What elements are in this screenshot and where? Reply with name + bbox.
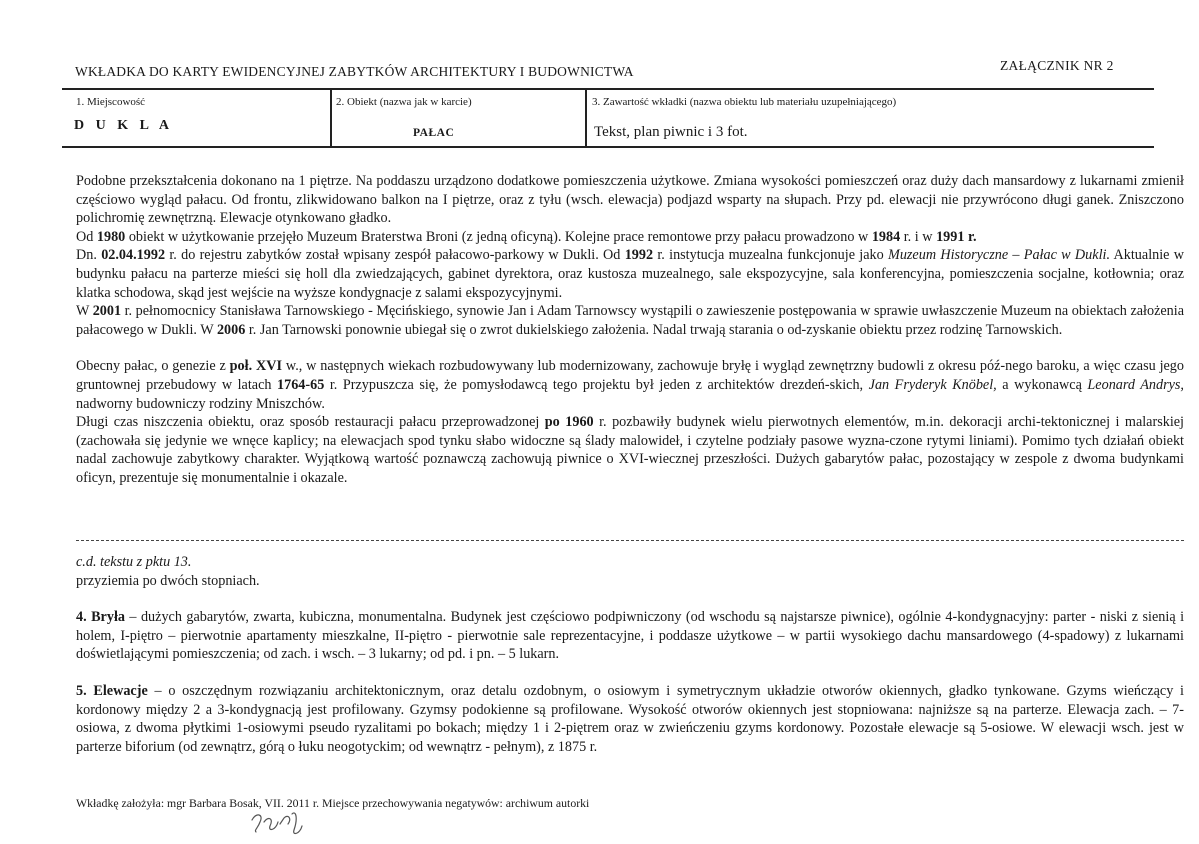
paragraph-bryla: 4. Bryła – dużych gabarytów, zwarta, kubiczna, monumentalna. Budynek jest częściowo podpiwniczony (od wschodu są najstarsze piwnice), ogólnie 4-kondygnacyjny: parter - niski z sienią i holem, I-piętro – pierwotnie apartamenty mieszkalne, II-piętro - pierwotnie sale reprezentacyjne, i poddasze użytkowe – w partii wysokiego dachu mansardowego (4-spadowy) z lukarnami doświetlającymi pomieszczenia; od zach. i wsch. – 3 lukarny; od pd. i pn. – 5 lukarn.: [76, 609, 1185, 663]
paragraph: Podobne przekształcenia dokonano na 1 piętrze. Na poddaszu urządzono dodatkowe pomieszczenia użytkowe. Zmiana wysokości pomieszczeń oraz duży dach mansardowy z lukarnami zmienił częściowo wygląd pałacu. Od frontu, zlikwidowano balkon na I piętrze, oraz z tyłu (wsch. elewacja) podjazd wsparty na słupach. Przy pd. elewacji nie przywrócono długi ganek. Zniszczono polichromię zewnętrzną. Elewacje otynkowano gładko.: [76, 173, 1184, 227]
history-section: [76, 172, 1184, 488]
annex-label: ZAŁĄCZNIK NR 2: [1000, 58, 1114, 73]
column-divider: [585, 90, 587, 146]
object-value: PAŁAC: [413, 127, 455, 139]
handwritten-signature: [248, 808, 308, 838]
locality-value: D U K L A: [74, 118, 174, 133]
paragraph: Obecny pałac, o genezie z poł. XVI w., w następnych wiekach rozbudowywany lub modernizowany, zachowuje bryłę i wygląd zewnętrzny budowli z okresu póź-nego baroku, a więc czasu jego gruntownej przebudowy w latach 1764-65 r. Przypuszcza się, że pomysłodawcą tego projektu był jeden z architektów drezdeń-skich, Jan Fryderyk Knöbel, a wykonawcą Leonard Andrys, nadworny budowniczy rodziny Mniszchów.: [76, 358, 1184, 412]
footer-note: Wkładkę założyła: mgr Barbara Bosak, VII. 2011 r. Miejsce przechowywania negatywów: archiwum autorki: [76, 796, 590, 810]
column-divider: [330, 90, 332, 146]
paragraph-elewacje: 5. Elewacje – o oszczędnym rozwiązaniu architektonicznym, oraz detalu ozdobnym, o osiowym i symetrycznym układzie otworów okiennych, gładko tynkowane. Gzyms wieńczący i kordonowy między 2 a 3-kondygnacją jest profilowany. Gzymsy podokienne są profilowane. Wysokość otworów okiennych jest stopniowana: najniższe są na parterze. Elewacja zach. – 7-osiowa, z dwoma płytkimi 1-osiowymi pseudo ryzalitami po bokach; między 1 i 2-piętrem oraz w zwieńczeniu gzyms kordonowy. Pozostałe elewacje są 5-osiowe. W elewacji wsch. jest w parterze biforium (od zewnątrz, górą o łuku neogotyckim; od wewnątrz - pełnym), z 1875 r.: [76, 682, 1184, 755]
content-value: Tekst, plan piwnic i 3 fot.: [594, 124, 748, 140]
paragraph: Od 1980 obiekt w użytkowanie przejęło Muzeum Braterstwa Broni (z jedną oficyną). Kolejne prace remontowe przy pałacu prowadzono w 1984 r. i w 1991 r.: [76, 228, 977, 245]
paragraph: Dn. 02.04.1992 r. do rejestru zabytków został wpisany zespół pałacowo-parkowy w Dukli. Od 1992 r. instytucja muzealna funkcjonuje jako Muzeum Historyczne – Pałac w Dukli. Aktualnie w budynku pałacu na parterze mieści się holl dla zwiedzających, gabinet dyrektora, oraz kustosza muzealnego, sale ekspozycyjne, sala konferencyjna, pomieszczenia socjalne, kotłownia; oraz klatka schodowa, skąd jest wejście na wyższe kondygnacje z salami ekspozycyjnymi.: [76, 247, 1185, 301]
content-label: 3. Zawartość wkładki (nazwa obiektu lub materiału uzupełniającego): [592, 96, 897, 108]
paragraph: Długi czas niszczenia obiektu, oraz sposób restauracji pałacu przeprowadzonej po 1960 r. pozbawiły budynek wielu pierwotnych elementów, m.in. dekoracji archi-tektonicznej i malarskiej (zachowała się jedynie we wnęce kaplicy; na elewacjach spod tynku słabo widoczne są ślady malowideł, i czytelne podziały pasowe wyzna-czone rytymi liniami). Pomimo tych działań obiekt nadal zachowuje zabytkowy charakter. Wyjątkową wartość poznawczą zachowują piwnice o XVI-wiecznej przeszłości. Dużych gabarytów pałac, pozostający w zespole z dwoma budynkami oficyn, prezentuje się monumentalnie i okazale.: [76, 414, 1185, 486]
paragraph: W 2001 r. pełnomocnicy Stanisława Tarnowskiego - Męcińskiego, synowie Jan i Adam Tarnowscy wystąpili o zawieszenie postępowania w sprawie uwłaszczenie Muzeum na obiektach założenia pałacowego w Dukli. W 2006 r. Jan Tarnowski ponownie ubiegał się o zwrot dukielskiego założenia. Nadal trwają starania o od-zyskanie obiektu przez rodzinę Tarnowskich.: [76, 303, 1184, 338]
description-section: [76, 553, 1184, 756]
locality-label: 1. Miejscowość: [76, 96, 146, 108]
continuation-note: c.d. tekstu z pktu 13.: [76, 554, 192, 570]
form-title: WKŁADKA DO KARTY EWIDENCYJNEJ ZABYTKÓW ARCHITEKTURY I BUDOWNICTWA: [75, 64, 634, 79]
dashed-divider: [76, 540, 1184, 541]
continuation-text: przyziemia po dwóch stopniach.: [76, 572, 260, 589]
header-table: [62, 88, 1154, 148]
object-label: 2. Obiekt (nazwa jak w karcie): [336, 96, 472, 108]
